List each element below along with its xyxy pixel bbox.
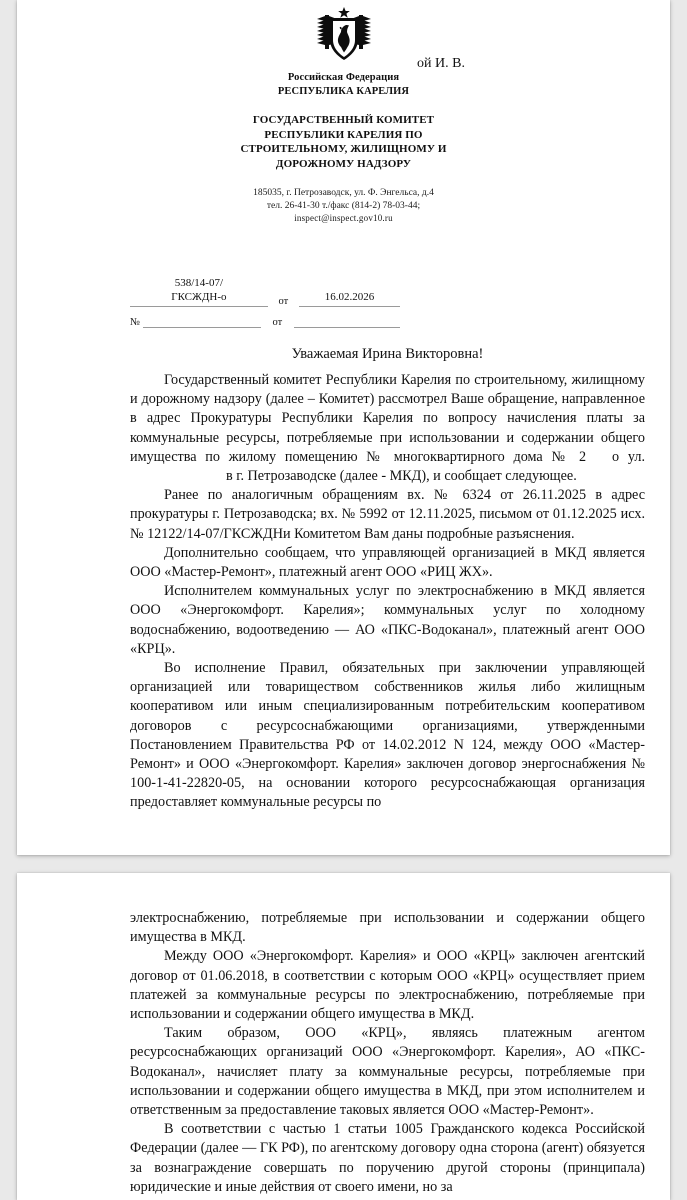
incoming-number-label: № <box>130 317 141 328</box>
ot-label-outgoing: от <box>278 296 289 307</box>
committee-title-line-1: ГОСУДАРСТВЕННЫЙ КОМИТЕТ <box>252 114 435 126</box>
letterhead <box>17 0 670 225</box>
outgoing-number-cell <box>130 277 268 307</box>
contact-block <box>164 187 524 225</box>
paragraph-5: Во исполнение Правил, обязательных при заключении управляющей организацией или товариществом собственников жилья либо жилищным кооперативом или иным специализированным потребительским кооперативом договоров с ресурсоснабжающими организациями, утвержденными Постановлением Правительства РФ от 14.02.2012 N 124, между ООО «Мастер-Ремонт» и ООО «Энергокомфорт. Карелия» заключен договор энергоснабжения № 100-1-41-22820-05, на основании которого ресурсоснабжающая организация предоставляет коммунальные ресурсы по <box>130 660 645 811</box>
outgoing-date: 16.02.2026 <box>324 290 375 303</box>
phone-fax: тел. 26-41-30 т./факс (814-2) 78-03-44; <box>266 200 421 211</box>
paragraph-1-before-redaction: Государственный комитет Республики Карелия по строительному, жилищному и дорожному надзору (далее – Комитет) рассмотрел Ваше обращение, направленное в адрес Прокуратуры Республики Карелия по вопросу начисления платы за коммунальные ресурсы, потребляемые при использовании и содержании общего имущества по жилому помещению № многоквартирного дома № 2 <box>130 372 645 465</box>
committee-title-line-4: ДОРОЖНОМУ НАДЗОРУ <box>275 157 412 170</box>
paragraph-1 <box>130 371 645 486</box>
reference-row-outgoing <box>130 277 400 307</box>
outgoing-number-rule <box>130 305 268 307</box>
outgoing-date-cell <box>299 291 400 308</box>
email-address: inspect@inspect.gov10.ru <box>294 213 393 223</box>
document-page-2 <box>17 873 670 1200</box>
paragraph-8: Таким образом, ООО «КРЦ», являясь платежным агентом ресурсоснабжающих организаций ООО «Энергокомфорт. Карелия», АО «ПКС-Водоканал», начисляет плату за коммунальные ресурсы, потребляемые при использовании и содержании общего имущества в МКД, при этом исполнителем и ответственным за предоставление таковых является ООО «Мастер-Ремонт». <box>130 1025 645 1119</box>
letter-body-page-2 <box>130 909 645 1197</box>
reference-block <box>130 277 400 328</box>
letter-body-page-1 <box>130 345 645 813</box>
paragraph-7: Между ООО «Энергокомфорт. Карелия» и ООО «КРЦ» заключен агентский договор от 01.06.2018, в соответствии с которым ООО «КРЦ» осуществляет прием платежей за коммунальные ресурсы по электроснабжению, потребляемые при использовании и содержании общего имущества в МКД. <box>130 948 645 1023</box>
outgoing-number-line-1: 538/14-07/ <box>174 277 224 289</box>
outgoing-number-line-2: ГКСЖДН-о <box>171 290 227 303</box>
committee-title-line-3: СТРОИТЕЛЬНОМУ, ЖИЛИЩНОМУ И <box>240 143 447 155</box>
republic-label: РЕСПУБЛИКА КАРЕЛИЯ <box>277 86 410 97</box>
outgoing-date-rule <box>299 305 400 307</box>
salutation: Уважаемая Ирина Викторовна! <box>291 346 484 362</box>
paragraph-9: В соответствии с частью 1 статьи 1005 Гражданского кодекса Российской Федерации (далее — ГК РФ), по агентскому договору одна сторона (агент) обязуется за вознаграждение совершать по поручению другой стороны (принципала) юридические и иные действия от своего имени, но за <box>130 1121 645 1195</box>
coat-of-arms-of-karelia-icon <box>313 6 375 64</box>
document-page-1 <box>17 0 670 855</box>
paragraph-2: Ранее по аналогичным обращениям вх. № 6324 от 26.11.2025 в адрес прокуратуры г. Петрозаводска; вх. № 5992 от 12.11.2025, письмом от 01.12.2025 исх. № 12122/14-07/ГКСЖДНи Комитетом Вам даны подробные разъяснения. <box>130 487 645 542</box>
ot-label-incoming: от <box>272 317 283 328</box>
incoming-date-blank <box>294 315 400 328</box>
postal-address: 185035, г. Петрозаводск, ул. Ф. Энгельса, д.4 <box>253 188 434 198</box>
paragraph-3: Дополнительно сообщаем, что управляющей организацией в МКД является ООО «Мастер-Ремонт», платежный агент ООО «РИЦ ЖХ». <box>130 544 645 581</box>
paragraph-6: электроснабжению, потребляемые при использовании и содержании общего имущества в МКД. <box>130 910 645 946</box>
paragraph-1-after-redaction: в г. Петрозаводске (далее - МКД), и сообщает следующее. <box>226 468 577 485</box>
committee-title <box>179 113 509 171</box>
addressee-name: ой И. В. <box>417 56 465 71</box>
federation-label: Российская Федерация <box>287 72 400 83</box>
reference-row-incoming <box>130 315 400 328</box>
page-separator <box>0 855 687 873</box>
addressee <box>417 55 647 73</box>
committee-title-line-2: РЕСПУБЛИКИ КАРЕЛИЯ ПО <box>264 128 423 141</box>
incoming-number-blank <box>143 315 261 328</box>
organization-block <box>179 69 509 171</box>
paragraph-1-street-prefix: о ул. <box>612 448 645 465</box>
paragraph-4: Исполнителем коммунальных услуг по электроснабжению в МКД является ООО «Энергокомфорт. Карелия»; коммунальных услуг по холодному водоснабжению, водоотведению — АО «ПКС-Водоканал», платежный агент ООО «КРЦ». <box>130 583 645 657</box>
